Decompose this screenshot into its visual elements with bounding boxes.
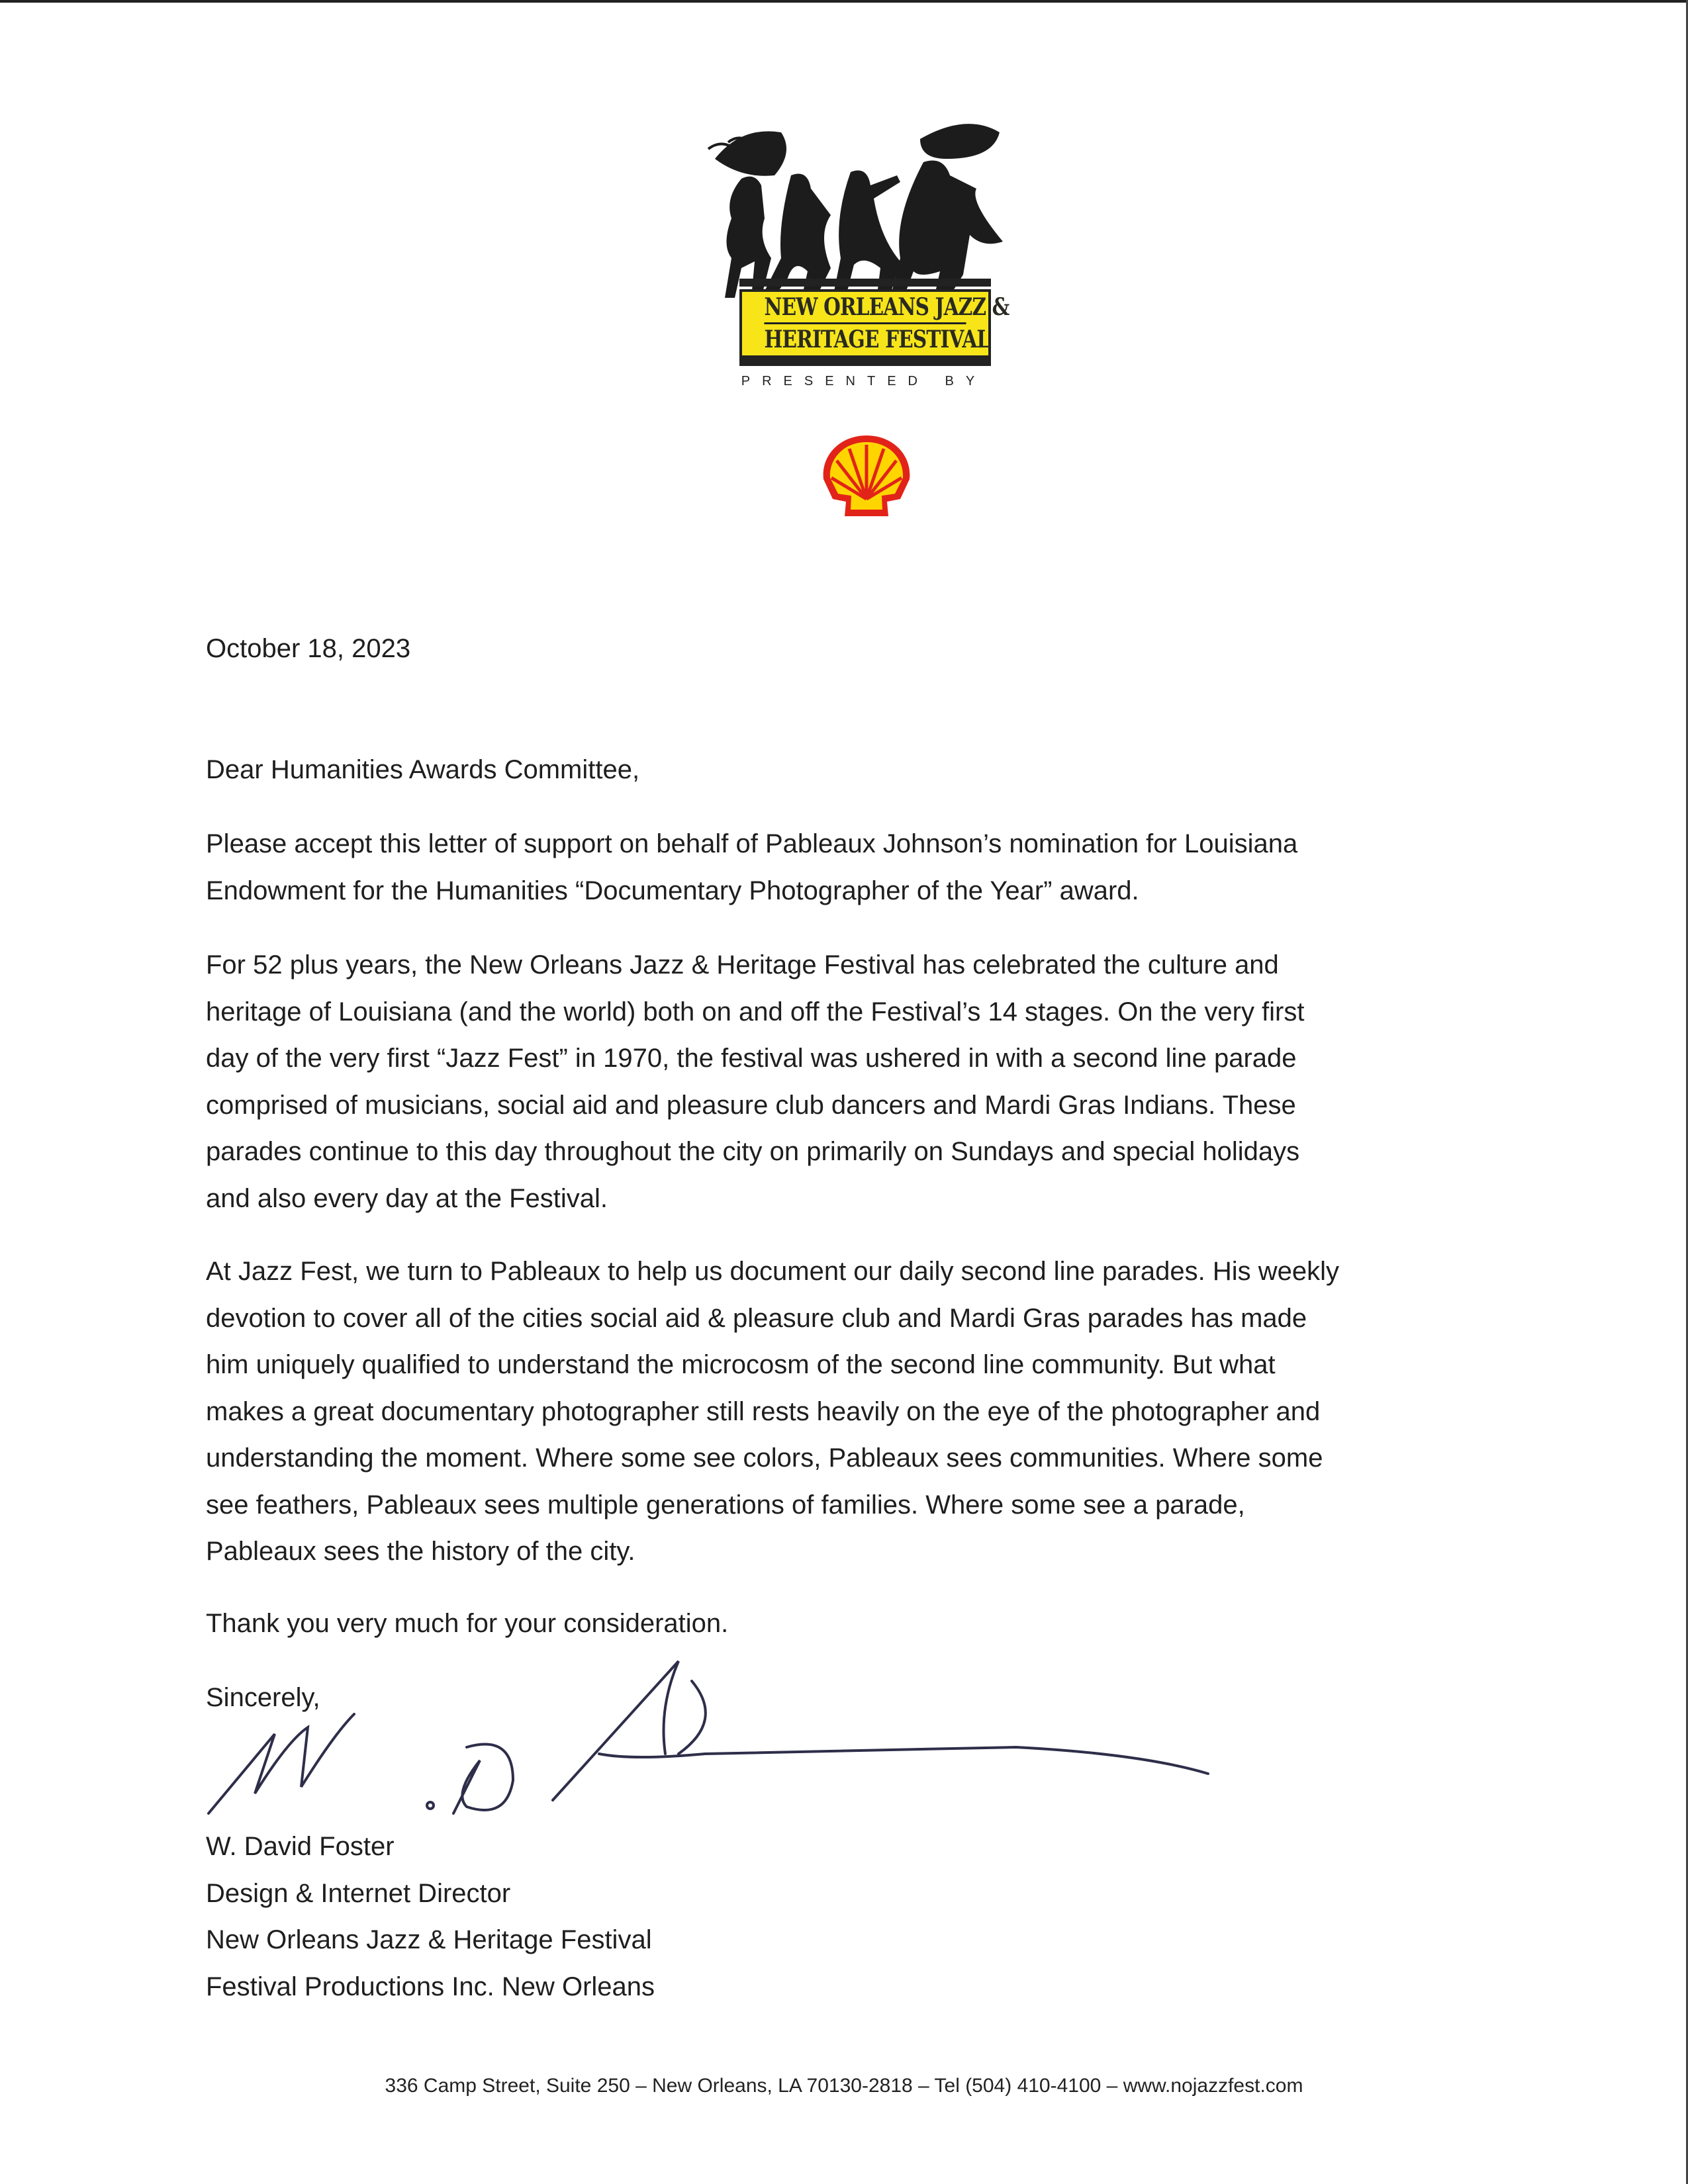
signature-block	[206, 1823, 655, 2010]
festival-name-line1: NEW ORLEANS JAZZ &	[764, 293, 1009, 321]
closing: Sincerely,	[206, 1683, 320, 1712]
letterhead-footer: 336 Camp Street, Suite 250 – New Orleans, LA 70130-2818 – Tel (504) 410-4100 – www.nojazzfest.com	[385, 2075, 1303, 2097]
paragraph-line: comprised of musicians, social aid and pleasure club dancers and Mardi Gras Indians. These	[206, 1090, 1296, 1120]
paragraph-line: devotion to cover all of the cities social aid & pleasure club and Mardi Gras parades has made	[206, 1303, 1307, 1333]
paragraph-line: makes a great documentary photographer still rests heavily on the eye of the photographer and	[206, 1396, 1321, 1426]
banner-bar	[739, 279, 991, 287]
paragraph-line: At Jazz Fest, we turn to Pableaux to help us document our daily second line parades. His weekly	[206, 1257, 1340, 1286]
paragraph-line: parades continue to this day throughout the city on primarily on Sundays and special holidays	[206, 1137, 1300, 1166]
paragraph-line: see feathers, Pableaux sees multiple generations of families. Where some see a parade,	[206, 1490, 1245, 1520]
paragraph-line: and also every day at the Festival.	[206, 1183, 608, 1213]
signer-name: W. David Foster	[206, 1832, 395, 1861]
paragraph-line: understanding the moment. Where some see colors, Pableaux sees communities. Where some	[206, 1443, 1323, 1473]
handwritten-signature	[202, 1655, 1215, 1827]
paragraph-2	[206, 942, 1305, 1222]
paragraph-1	[206, 821, 1297, 914]
paragraph-line: Please accept this letter of support on behalf of Pableaux Johnson’s nomination for Louisiana	[206, 829, 1298, 858]
page-edge	[0, 0, 1688, 3]
paragraph-line: heritage of Louisiana (and the world) both on and off the Festival’s 14 stages. On the very first	[206, 997, 1305, 1026]
paragraph-line: him uniquely qualified to understand the microcosm of the second line community. But what	[206, 1350, 1276, 1379]
festival-name-line2: HERITAGE FESTIVAL	[764, 322, 966, 355]
salutation: Dear Humanities Awards Committee,	[206, 755, 640, 784]
paragraph-line: Pableaux sees the history of the city.	[206, 1537, 635, 1566]
signer-organization: New Orleans Jazz & Heritage Festival	[206, 1925, 652, 1954]
paragraph-3	[206, 1248, 1339, 1575]
banner-bar	[739, 358, 991, 366]
signer-company: Festival Productions Inc. New Orleans	[206, 1972, 655, 2001]
festival-wordmark	[739, 279, 1009, 365]
letter-date: October 18, 2023	[206, 634, 411, 663]
presented-by: PRESENTED BY	[741, 374, 987, 388]
shell-logo-icon	[820, 433, 914, 520]
signer-title: Design & Internet Director	[206, 1878, 511, 1908]
paragraph-line: For 52 plus years, the New Orleans Jazz & Heritage Festival has celebrated the culture and	[206, 950, 1279, 979]
banner-box	[739, 289, 1009, 358]
paragraph-line: day of the very first “Jazz Fest” in 1970, the festival was ushered in with a second line parade	[206, 1044, 1297, 1073]
paragraph-line: Endowment for the Humanities “Documentary Photographer of the Year” award.	[206, 876, 1139, 905]
thanks-line: Thank you very much for your consideration.	[206, 1609, 729, 1638]
